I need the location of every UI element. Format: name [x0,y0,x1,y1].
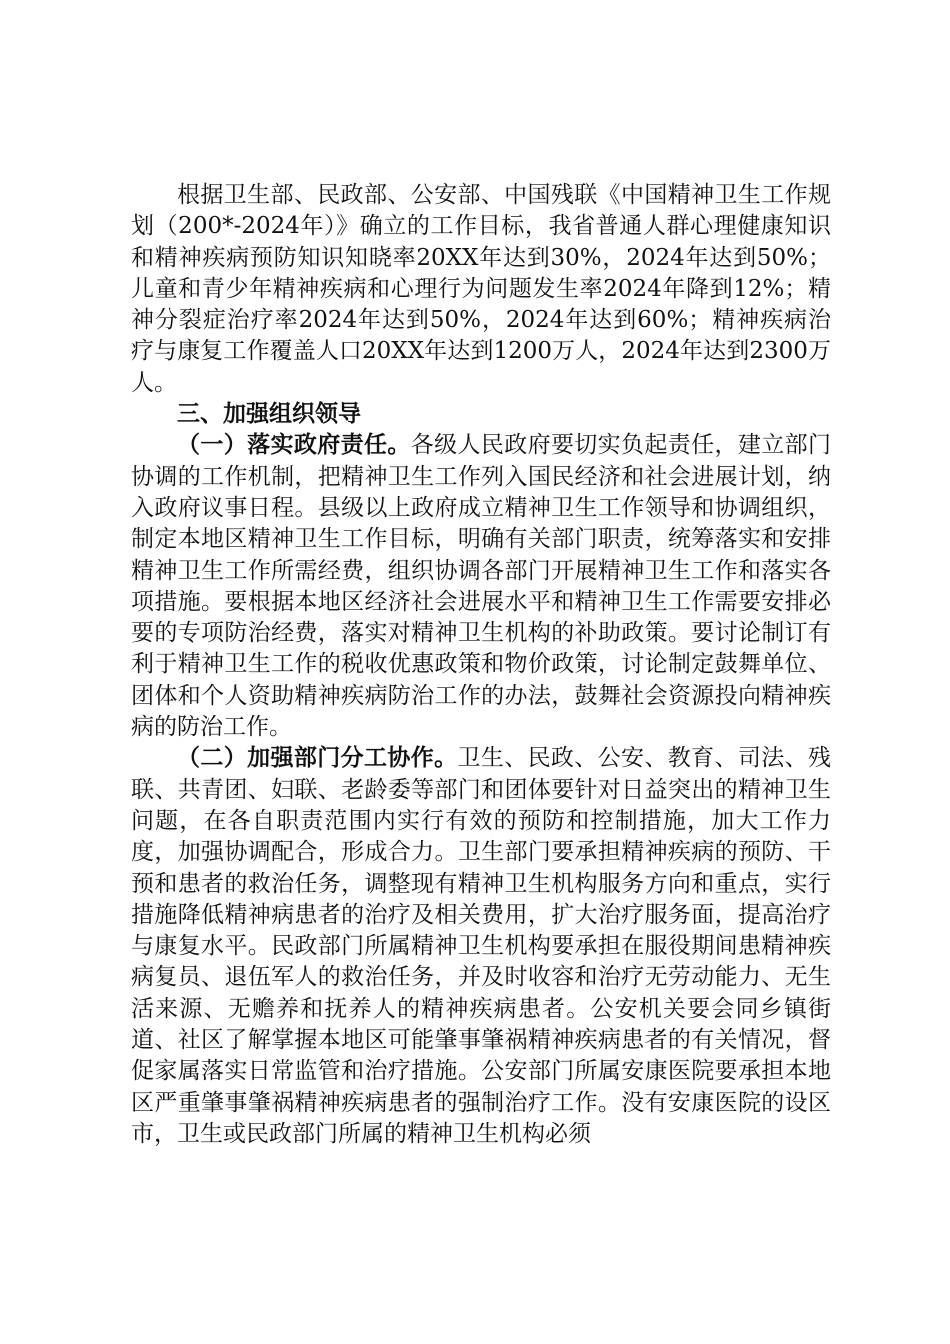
goals-paragraph: 根据卫生部、民政部、公安部、中国残联《中国精神卫生工作规划（200*-2024年）》确立的工作目标，我省普通人群心理健康知识和精神疾病预防知识知晓率20XX年达到30%，2024年达到50%；儿童和青少年精神疾病和心理行为问题发生率2024年降到12%；精神分裂症治疗率2024年达到50%，2024年达到60%；精神疾病治疗与康复工作覆盖人口20XX年达到1200万人，2024年达到2300万人。 [131,182,831,396]
section-heading: 三、加强组织领导 [177,401,361,428]
item1-paragraph [131,430,831,743]
item2-paragraph [131,743,831,1150]
item2-heading: （二）加强部门分工协作。 [177,745,458,772]
item1-body: 各级人民政府要切实负起责任，建立部门协调的工作机制，把精神卫生工作列入国民经济和社会进展计划，纳入政府议事日程。县级以上政府成立精神卫生工作领导和协调组织，制定本地区精神卫生工作目标，明确有关部门职责，统筹落实和安排精神卫生工作所需经费，组织协调各部门开展精神卫生工作和落实各项措施。要根据本地区经济社会进展水平和精神卫生工作需要安排必要的专项防治经费，落实对精神卫生机构的补助政策。要讨论制订有利于精神卫生工作的税收优惠政策和物价政策，讨论制定鼓舞单位、团体和个人资助精神疾病防治工作的办法，鼓舞社会资源投向精神疾病的防治工作。 [131,432,832,741]
item2-body: 卫生、民政、公安、教育、司法、残联、共青团、妇联、老龄委等部门和团体要针对日益突出的精神卫生问题，在各自职责范围内实行有效的预防和控制措施，加大工作力度，加强协调配合，形成合力。卫生部门要承担精神疾病的预防、干预和患者的救治任务，调整现有精神卫生机构服务方向和重点，实行措施降低精神病患者的治疗及相关费用，扩大治疗服务面，提高治疗与康复水平。民政部门所属精神卫生机构要承担在服役期间患精神疾病复员、退伍军人的救治任务，并及时收容和治疗无劳动能力、无生活来源、无赡养和抚养人的精神疾病患者。公安机关要会同乡镇街道、社区了解掌握本地区可能肇事肇祸精神疾病患者的有关情况，督促家属落实日常监管和治疗措施。公安部门所属安康医院要承担本地区严重肇事肇祸精神疾病患者的强制治疗工作。没有安康医院的设区市，卫生或民政部门所属的精神卫生机构必须 [131,745,832,1147]
item1-heading: （一）落实政府责任。 [177,432,411,459]
document-page [131,180,831,1150]
